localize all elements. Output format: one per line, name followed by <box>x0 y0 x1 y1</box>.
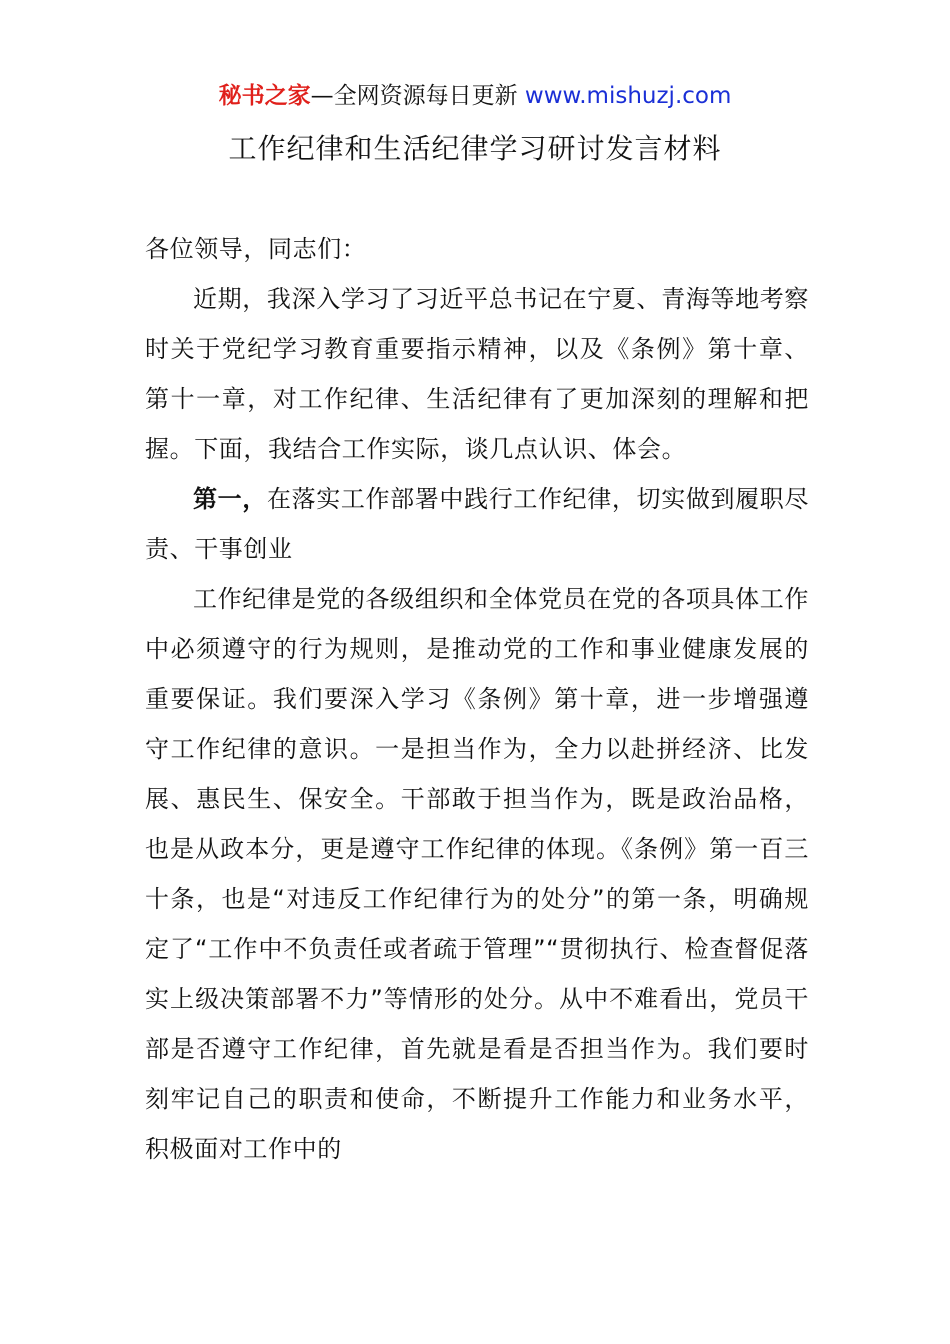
section-1-heading <box>145 474 809 574</box>
document-title: 工作纪律和生活纪律学习研讨发言材料 <box>228 132 722 165</box>
section-1-lead: 第一， <box>193 485 267 513</box>
section-1-paragraph: 工作纪律是党的各级组织和全体党员在党的各项具体工作中必须遵守的行为规则，是推动党的工作和事业健康发展的重要保证。我们要深入学习《条例》第十章，进一步增强遵守工作纪律的意识。一是担当作为，全力以赴拼经济、比发展、惠民生、保安全。干部敢于担当作为，既是政治品格，也是从政本分，更是遵守工作纪律的体现。《条例》第一百三十条，也是“对违反工作纪律行为的处分”的第一条，明确规定了“工作中不负责任或者疏于管理”“贯彻执行、检查督促落实上级决策部署不力”等情形的处分。从中不难看出，党员干部是否遵守工作纪律，首先就是看是否担当作为。我们要时刻牢记自己的职责和使命，不断提升工作能力和业务水平，积极面对工作中的 <box>145 585 809 1163</box>
intro-paragraph: 近期，我深入学习了习近平总书记在宁夏、青海等地考察时关于党纪学习教育重要指示精神，以及《条例》第十章、第十一章，对工作纪律、生活纪律有了更加深刻的理解和把握。下面，我结合工作实际，谈几点认识、体会。 <box>145 285 809 463</box>
site-header <box>0 80 950 112</box>
document-body <box>145 224 809 1174</box>
salutation: 各位领导，同志们： <box>145 235 367 263</box>
site-url-link[interactable]: www.mishuzj.com <box>524 83 732 109</box>
site-tagline: —全网资源每日更新 <box>310 83 518 109</box>
site-brand: 秘书之家 <box>218 83 311 109</box>
section-1-heading-text: 在落实工作部署中践行工作纪律，切实做到履职尽责、干事创业 <box>145 485 809 563</box>
